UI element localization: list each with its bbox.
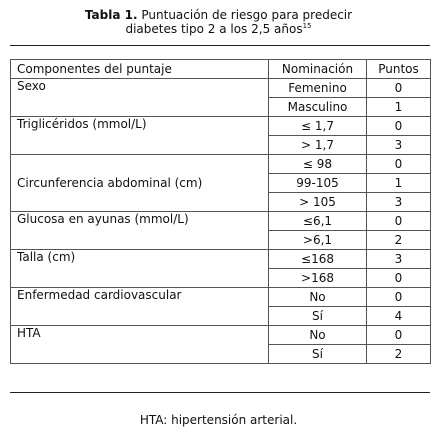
nomination-cell: No bbox=[269, 326, 367, 345]
points-cell: 0 bbox=[367, 79, 431, 98]
points-cell: 3 bbox=[367, 250, 431, 269]
points-cell: 1 bbox=[367, 174, 431, 193]
nomination-cell: ≤6,1 bbox=[269, 212, 367, 231]
risk-score-table bbox=[10, 59, 431, 364]
header-nomination: Nominación bbox=[269, 60, 367, 79]
caption-line-2 bbox=[0, 22, 437, 36]
nomination-cell: ≤ 98 bbox=[269, 155, 367, 174]
nomination-cell: > 1,7 bbox=[269, 136, 367, 155]
points-cell: 2 bbox=[367, 231, 431, 250]
table-row bbox=[11, 117, 431, 136]
table-caption bbox=[0, 8, 437, 36]
component-cardiovascular: Enfermedad cardiovascular bbox=[11, 288, 269, 326]
points-cell: 2 bbox=[367, 345, 431, 364]
bottom-rule bbox=[10, 392, 430, 393]
component-height: Talla (cm) bbox=[11, 250, 269, 288]
component-triglycerides: Triglicéridos (mmol/L) bbox=[11, 117, 269, 155]
nomination-cell: Sí bbox=[269, 307, 367, 326]
nomination-cell: ≤ 1,7 bbox=[269, 117, 367, 136]
header-points: Puntos bbox=[367, 60, 431, 79]
table-footnote: HTA: hipertensión arterial. bbox=[139, 413, 298, 427]
table-row bbox=[11, 250, 431, 269]
component-waist: Circunferencia abdominal (cm) bbox=[11, 155, 269, 212]
points-cell: 0 bbox=[367, 155, 431, 174]
nomination-cell: No bbox=[269, 288, 367, 307]
nomination-cell: 99-105 bbox=[269, 174, 367, 193]
top-rule bbox=[10, 45, 430, 46]
nomination-cell: > 105 bbox=[269, 193, 367, 212]
caption-line-1 bbox=[0, 8, 437, 22]
points-cell: 1 bbox=[367, 98, 431, 117]
nomination-cell: >6,1 bbox=[269, 231, 367, 250]
component-glucose: Glucosa en ayunas (mmol/L) bbox=[11, 212, 269, 250]
header-components: Componentes del puntaje bbox=[11, 60, 269, 79]
component-hta: HTA bbox=[11, 326, 269, 364]
caption-label: Tabla 1. bbox=[84, 8, 138, 22]
table-row bbox=[11, 288, 431, 307]
table-row bbox=[11, 79, 431, 98]
nomination-cell: Sí bbox=[269, 345, 367, 364]
caption-title-line2: diabetes tipo 2 a los 2,5 años bbox=[125, 22, 303, 36]
table-header-row bbox=[11, 60, 431, 79]
nomination-cell: Femenino bbox=[269, 79, 367, 98]
table-row bbox=[11, 155, 431, 174]
caption-title: Puntuación de riesgo para predecir bbox=[141, 8, 353, 22]
points-cell: 0 bbox=[367, 269, 431, 288]
points-cell: 0 bbox=[367, 212, 431, 231]
caption-reference: 15 bbox=[302, 22, 312, 30]
table-row bbox=[11, 212, 431, 231]
nomination-cell: Masculino bbox=[269, 98, 367, 117]
points-cell: 0 bbox=[367, 288, 431, 307]
table-row bbox=[11, 326, 431, 345]
points-cell: 3 bbox=[367, 136, 431, 155]
points-cell: 0 bbox=[367, 117, 431, 136]
points-cell: 0 bbox=[367, 326, 431, 345]
component-sex: Sexo bbox=[11, 79, 269, 117]
points-cell: 4 bbox=[367, 307, 431, 326]
nomination-cell: >168 bbox=[269, 269, 367, 288]
points-cell: 3 bbox=[367, 193, 431, 212]
nomination-cell: ≤168 bbox=[269, 250, 367, 269]
